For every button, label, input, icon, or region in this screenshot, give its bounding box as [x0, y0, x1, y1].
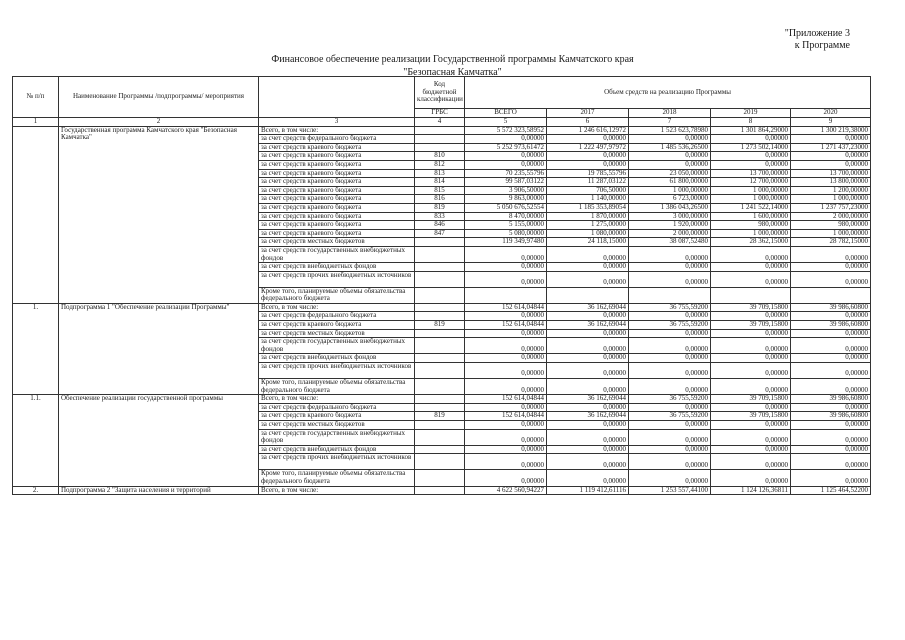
funding-source-label: Кроме того, планируемые объемы обязательства федерального бюджета: [259, 379, 415, 395]
table-row: [13, 486, 871, 495]
funding-source-label: за счет средств государственных внебюджетных фондов: [259, 429, 415, 445]
amount-cell: 1 000,00000: [711, 229, 791, 238]
grbs-code: 819: [415, 321, 465, 330]
amount-cell: [711, 287, 791, 303]
amount-cell: 0,00000: [711, 152, 791, 161]
grbs-code: [415, 246, 465, 262]
amount-cell: 0,00000: [629, 421, 711, 430]
amount-cell: 11 287,03122: [547, 178, 629, 187]
funding-source-label: за счет средств государственных внебюджетных фондов: [259, 338, 415, 354]
table-row: [13, 395, 871, 404]
amount-cell: 5 252 973,61472: [465, 143, 547, 152]
amount-cell: 0,00000: [629, 379, 711, 395]
amount-cell: 0,00000: [629, 246, 711, 262]
amount-cell: 1 273 502,14000: [711, 143, 791, 152]
amount-cell: 0,00000: [791, 246, 871, 262]
amount-cell: 0,00000: [791, 263, 871, 272]
title-line-1: Финансовое обеспечение реализации Государственной программы Камчатского края: [271, 54, 634, 65]
amount-cell: 12 700,00000: [711, 178, 791, 187]
amount-cell: 0,00000: [791, 354, 871, 363]
program-name: Государственная программа Камчатского края "Безопасная Камчатка": [59, 126, 259, 303]
amount-cell: 0,00000: [711, 454, 791, 470]
amount-cell: 39 709,15800: [711, 303, 791, 312]
amount-cell: 9 863,00000: [465, 195, 547, 204]
amount-cell: 0,00000: [711, 329, 791, 338]
amount-cell: 1 241 522,14000: [711, 203, 791, 212]
amount-cell: 0,00000: [791, 429, 871, 445]
amount-cell: 70 235,55796: [465, 169, 547, 178]
amount-cell: 0,00000: [547, 135, 629, 144]
amount-cell: 1 301 864,29000: [711, 126, 791, 135]
grbs-code: [415, 338, 465, 354]
row-number: 1.: [13, 303, 59, 394]
amount-cell: 5 050 676,52554: [465, 203, 547, 212]
amount-cell: 0,00000: [547, 363, 629, 379]
row-number: [13, 126, 59, 303]
grbs-code: [415, 271, 465, 287]
amount-cell: 0,00000: [465, 263, 547, 272]
col-number: 7: [629, 118, 711, 127]
amount-cell: 1 119 412,61116: [547, 486, 629, 495]
amount-cell: 0,00000: [711, 246, 791, 262]
amount-cell: [791, 287, 871, 303]
amount-cell: 0,00000: [547, 246, 629, 262]
amount-cell: 0,00000: [791, 363, 871, 379]
grbs-code: [415, 143, 465, 152]
amount-cell: 0,00000: [547, 152, 629, 161]
header-grbs: ГРБС: [415, 109, 465, 118]
col-number: 9: [791, 118, 871, 127]
grbs-code: [415, 263, 465, 272]
grbs-code: 812: [415, 160, 465, 169]
amount-cell: 0,00000: [465, 338, 547, 354]
col-number: 2: [59, 118, 259, 127]
financing-table: [12, 76, 871, 495]
grbs-code: [415, 303, 465, 312]
amount-cell: [629, 287, 711, 303]
amount-cell: 0,00000: [547, 429, 629, 445]
amount-cell: 28 782,15000: [791, 238, 871, 247]
grbs-code: [415, 354, 465, 363]
amount-cell: 1 275,00000: [547, 221, 629, 230]
grbs-code: 819: [415, 412, 465, 421]
grbs-code: [415, 454, 465, 470]
grbs-code: 819: [415, 203, 465, 212]
amount-cell: 19 785,55796: [547, 169, 629, 178]
amount-cell: 36 162,69044: [547, 412, 629, 421]
funding-source-label: за счет средств краевого бюджета: [259, 221, 415, 230]
amount-cell: 0,00000: [465, 403, 547, 412]
amount-cell: 0,00000: [547, 329, 629, 338]
funding-source-label: за счет средств краевого бюджета: [259, 195, 415, 204]
amount-cell: 0,00000: [629, 160, 711, 169]
amount-cell: 0,00000: [629, 403, 711, 412]
funding-source-label: за счет средств краевого бюджета: [259, 152, 415, 161]
amount-cell: 0,00000: [629, 152, 711, 161]
amount-cell: 3 000,00000: [629, 212, 711, 221]
amount-cell: 28 362,15000: [711, 238, 791, 247]
grbs-code: [415, 379, 465, 395]
amount-cell: 0,00000: [629, 354, 711, 363]
funding-source-label: за счет средств краевого бюджета: [259, 186, 415, 195]
amount-cell: 0,00000: [465, 160, 547, 169]
amount-cell: 0,00000: [547, 379, 629, 395]
amount-cell: 0,00000: [547, 470, 629, 486]
amount-cell: 0,00000: [465, 312, 547, 321]
amount-cell: 0,00000: [465, 445, 547, 454]
table-row: [13, 126, 871, 135]
amount-cell: 0,00000: [711, 379, 791, 395]
funding-source-label: за счет средств краевого бюджета: [259, 412, 415, 421]
funding-source-label: за счет средств краевого бюджета: [259, 143, 415, 152]
header-volume: Объем средств на реализацию Программы: [465, 77, 871, 109]
row-number: 2.: [13, 486, 59, 495]
amount-cell: 0,00000: [547, 403, 629, 412]
funding-source-label: за счет средств государственных внебюджетных фондов: [259, 246, 415, 262]
header-num: № п/п: [13, 77, 59, 118]
grbs-code: [415, 135, 465, 144]
amount-cell: 0,00000: [547, 263, 629, 272]
amount-cell: 0,00000: [547, 312, 629, 321]
amount-cell: 1 000,00000: [791, 229, 871, 238]
amount-cell: 38 087,52480: [629, 238, 711, 247]
amount-cell: 0,00000: [711, 160, 791, 169]
grbs-code: [415, 329, 465, 338]
amount-cell: 0,00000: [791, 454, 871, 470]
col-number: 5: [465, 118, 547, 127]
amount-cell: [465, 287, 547, 303]
amount-cell: 0,00000: [465, 379, 547, 395]
amount-cell: 0,00000: [791, 403, 871, 412]
funding-source-label: за счет средств внебюджетных фондов: [259, 354, 415, 363]
amount-cell: 0,00000: [791, 312, 871, 321]
amount-cell: 99 587,03122: [465, 178, 547, 187]
col-number: 3: [259, 118, 415, 127]
col-number: 6: [547, 118, 629, 127]
col-number: 4: [415, 118, 465, 127]
funding-source-label: за счет средств краевого бюджета: [259, 212, 415, 221]
amount-cell: 0,00000: [711, 338, 791, 354]
amount-cell: 152 614,04844: [465, 395, 547, 404]
title-line-2: "Безопасная Камчатка": [403, 67, 502, 78]
funding-source-label: за счет средств местных бюджетов: [259, 238, 415, 247]
funding-source-label: Кроме того, планируемые объемы обязательства федерального бюджета: [259, 287, 415, 303]
program-name: Подпрограмма 1 "Обеспечение реализации Программы": [59, 303, 259, 394]
amount-cell: 0,00000: [791, 152, 871, 161]
amount-cell: 24 118,15000: [547, 238, 629, 247]
amount-cell: 0,00000: [547, 354, 629, 363]
amount-cell: 1 080,00000: [547, 229, 629, 238]
funding-source-label: за счет средств прочих внебюджетных источников: [259, 271, 415, 287]
grbs-code: 810: [415, 152, 465, 161]
appendix-line-2: к Программе: [794, 40, 850, 51]
header-year: 2017: [547, 109, 629, 118]
grbs-code: [415, 445, 465, 454]
funding-source-label: за счет средств краевого бюджета: [259, 178, 415, 187]
funding-source-label: за счет средств прочих внебюджетных источников: [259, 454, 415, 470]
amount-cell: 0,00000: [711, 470, 791, 486]
amount-cell: 0,00000: [711, 403, 791, 412]
amount-cell: 5 080,00000: [465, 229, 547, 238]
funding-source-label: за счет средств прочих внебюджетных источников: [259, 363, 415, 379]
col-number: 1: [13, 118, 59, 127]
amount-cell: 0,00000: [711, 135, 791, 144]
amount-cell: 36 755,59200: [629, 395, 711, 404]
amount-cell: 0,00000: [791, 338, 871, 354]
grbs-code: [415, 395, 465, 404]
amount-cell: 39 709,15800: [711, 395, 791, 404]
amount-cell: 39 986,60800: [791, 321, 871, 330]
amount-cell: 0,00000: [711, 354, 791, 363]
appendix-note: [785, 28, 850, 52]
amount-cell: 0,00000: [547, 445, 629, 454]
amount-cell: 0,00000: [711, 445, 791, 454]
amount-cell: 1 000,00000: [711, 186, 791, 195]
amount-cell: 1 920,00000: [629, 221, 711, 230]
grbs-code: [415, 421, 465, 430]
amount-cell: 1 000,00000: [711, 195, 791, 204]
amount-cell: 1 600,00000: [711, 212, 791, 221]
amount-cell: 0,00000: [791, 421, 871, 430]
header-name: Наименование Программы /подпрограммы/ мероприятия: [59, 77, 259, 118]
amount-cell: 1 222 497,97972: [547, 143, 629, 152]
amount-cell: 39 709,15800: [711, 412, 791, 421]
header-code: Код бюджетной классификации: [415, 77, 465, 109]
header-year: 2019: [711, 109, 791, 118]
amount-cell: 5 155,00000: [465, 221, 547, 230]
amount-cell: 0,00000: [629, 329, 711, 338]
header-year: ВСЕГО: [465, 109, 547, 118]
amount-cell: 119 349,97480: [465, 238, 547, 247]
amount-cell: 0,00000: [629, 263, 711, 272]
grbs-code: [415, 287, 465, 303]
amount-cell: 0,00000: [465, 329, 547, 338]
header-year: 2020: [791, 109, 871, 118]
amount-cell: 152 614,04844: [465, 321, 547, 330]
amount-cell: 0,00000: [629, 135, 711, 144]
amount-cell: 39 986,60800: [791, 412, 871, 421]
amount-cell: 0,00000: [791, 271, 871, 287]
amount-cell: 0,00000: [629, 312, 711, 321]
amount-cell: 36 162,69044: [547, 303, 629, 312]
amount-cell: 0,00000: [465, 363, 547, 379]
funding-source-label: за счет средств внебюджетных фондов: [259, 445, 415, 454]
amount-cell: 36 755,59200: [629, 321, 711, 330]
amount-cell: 61 800,00000: [629, 178, 711, 187]
amount-cell: 39 986,60800: [791, 395, 871, 404]
amount-cell: 706,50000: [547, 186, 629, 195]
funding-source-label: за счет средств краевого бюджета: [259, 229, 415, 238]
amount-cell: 36 755,59200: [629, 303, 711, 312]
amount-cell: 0,00000: [711, 312, 791, 321]
funding-source-label: за счет средств внебюджетных фондов: [259, 263, 415, 272]
grbs-code: [415, 363, 465, 379]
amount-cell: [547, 287, 629, 303]
amount-cell: 980,00000: [791, 221, 871, 230]
amount-cell: 36 162,69044: [547, 321, 629, 330]
amount-cell: 0,00000: [629, 445, 711, 454]
funding-source-label: Всего, в том числе:: [259, 486, 415, 495]
amount-cell: 0,00000: [465, 454, 547, 470]
grbs-code: [415, 486, 465, 495]
amount-cell: 2 000,00000: [629, 229, 711, 238]
amount-cell: 1 124 126,36811: [711, 486, 791, 495]
amount-cell: 0,00000: [791, 160, 871, 169]
grbs-code: 815: [415, 186, 465, 195]
header-row-main: [13, 77, 871, 109]
amount-cell: 1 271 437,23000: [791, 143, 871, 152]
grbs-code: [415, 238, 465, 247]
amount-cell: 0,00000: [465, 135, 547, 144]
amount-cell: 1 000,00000: [791, 195, 871, 204]
header-year: 2018: [629, 109, 711, 118]
amount-cell: 0,00000: [465, 421, 547, 430]
grbs-code: [415, 470, 465, 486]
amount-cell: 0,00000: [791, 470, 871, 486]
header-spacer: [259, 77, 415, 118]
col-number: 8: [711, 118, 791, 127]
amount-cell: 13 700,00000: [711, 169, 791, 178]
column-number-row: [13, 118, 871, 127]
amount-cell: 0,00000: [711, 363, 791, 379]
amount-cell: 0,00000: [465, 354, 547, 363]
amount-cell: 1 000,00000: [629, 186, 711, 195]
amount-cell: 0,00000: [547, 338, 629, 354]
amount-cell: 0,00000: [547, 454, 629, 470]
program-name: Обеспечение реализации государственной программы: [59, 395, 259, 486]
amount-cell: 0,00000: [629, 470, 711, 486]
amount-cell: 1 237 757,23000: [791, 203, 871, 212]
amount-cell: 0,00000: [547, 160, 629, 169]
amount-cell: 0,00000: [465, 429, 547, 445]
amount-cell: 0,00000: [629, 271, 711, 287]
amount-cell: 0,00000: [547, 421, 629, 430]
amount-cell: 23 050,00000: [629, 169, 711, 178]
funding-source-label: за счет средств краевого бюджета: [259, 169, 415, 178]
amount-cell: 0,00000: [465, 246, 547, 262]
amount-cell: 0,00000: [791, 135, 871, 144]
grbs-code: [415, 126, 465, 135]
amount-cell: 8 470,00000: [465, 212, 547, 221]
funding-source-label: Всего, в том числе:: [259, 126, 415, 135]
grbs-code: [415, 403, 465, 412]
amount-cell: 0,00000: [711, 429, 791, 445]
amount-cell: 0,00000: [791, 445, 871, 454]
grbs-code: 833: [415, 212, 465, 221]
grbs-code: 814: [415, 178, 465, 187]
grbs-code: [415, 312, 465, 321]
amount-cell: 39 986,60800: [791, 303, 871, 312]
amount-cell: 1 185 353,89054: [547, 203, 629, 212]
amount-cell: 0,00000: [791, 329, 871, 338]
amount-cell: 0,00000: [547, 271, 629, 287]
amount-cell: 36 755,59200: [629, 412, 711, 421]
amount-cell: 0,00000: [465, 271, 547, 287]
grbs-code: 847: [415, 229, 465, 238]
funding-source-label: Всего, в том числе:: [259, 395, 415, 404]
amount-cell: 0,00000: [711, 421, 791, 430]
program-name: Подпрограмма 2 "Защита населения и территорий: [59, 486, 259, 495]
appendix-line-1: "Приложение 3: [784, 28, 850, 39]
grbs-code: 816: [415, 195, 465, 204]
amount-cell: 152 614,04844: [465, 303, 547, 312]
amount-cell: 980,00000: [711, 221, 791, 230]
amount-cell: 1 870,00000: [547, 212, 629, 221]
funding-source-label: за счет средств федерального бюджета: [259, 312, 415, 321]
amount-cell: 13 700,00000: [791, 169, 871, 178]
amount-cell: 1 200,00000: [791, 186, 871, 195]
amount-cell: 0,00000: [791, 379, 871, 395]
amount-cell: 0,00000: [711, 263, 791, 272]
table-row: [13, 303, 871, 312]
funding-source-label: за счет средств федерального бюджета: [259, 135, 415, 144]
funding-source-label: за счет средств местных бюджетов: [259, 421, 415, 430]
funding-source-label: за счет средств краевого бюджета: [259, 160, 415, 169]
amount-cell: 0,00000: [465, 470, 547, 486]
amount-cell: 1 523 623,78980: [629, 126, 711, 135]
amount-cell: 0,00000: [629, 454, 711, 470]
grbs-code: 813: [415, 169, 465, 178]
amount-cell: 39 709,15800: [711, 321, 791, 330]
grbs-code: 846: [415, 221, 465, 230]
grbs-code: [415, 429, 465, 445]
amount-cell: 13 800,00000: [791, 178, 871, 187]
row-number: 1.1.: [13, 395, 59, 486]
funding-source-label: за счет средств федерального бюджета: [259, 403, 415, 412]
amount-cell: 1 253 557,44100: [629, 486, 711, 495]
amount-cell: 36 162,69044: [547, 395, 629, 404]
amount-cell: 1 386 043,26500: [629, 203, 711, 212]
amount-cell: 0,00000: [711, 271, 791, 287]
amount-cell: 3 906,50000: [465, 186, 547, 195]
amount-cell: 0,00000: [629, 429, 711, 445]
amount-cell: 0,00000: [629, 338, 711, 354]
amount-cell: 1 125 464,52200: [791, 486, 871, 495]
amount-cell: 6 723,00000: [629, 195, 711, 204]
funding-source-label: за счет средств местных бюджетов: [259, 329, 415, 338]
amount-cell: 5 572 323,58952: [465, 126, 547, 135]
amount-cell: 4 622 560,94227: [465, 486, 547, 495]
amount-cell: 1 246 616,12972: [547, 126, 629, 135]
funding-source-label: Всего, в том числе:: [259, 303, 415, 312]
amount-cell: 1 140,00000: [547, 195, 629, 204]
amount-cell: 1 485 536,26500: [629, 143, 711, 152]
amount-cell: 0,00000: [465, 152, 547, 161]
amount-cell: 1 300 219,38000: [791, 126, 871, 135]
amount-cell: 0,00000: [629, 363, 711, 379]
amount-cell: 152 614,04844: [465, 412, 547, 421]
funding-source-label: за счет средств краевого бюджета: [259, 321, 415, 330]
amount-cell: 2 000,00000: [791, 212, 871, 221]
funding-source-label: за счет средств краевого бюджета: [259, 203, 415, 212]
funding-source-label: Кроме того, планируемые объемы обязательства федерального бюджета: [259, 470, 415, 486]
